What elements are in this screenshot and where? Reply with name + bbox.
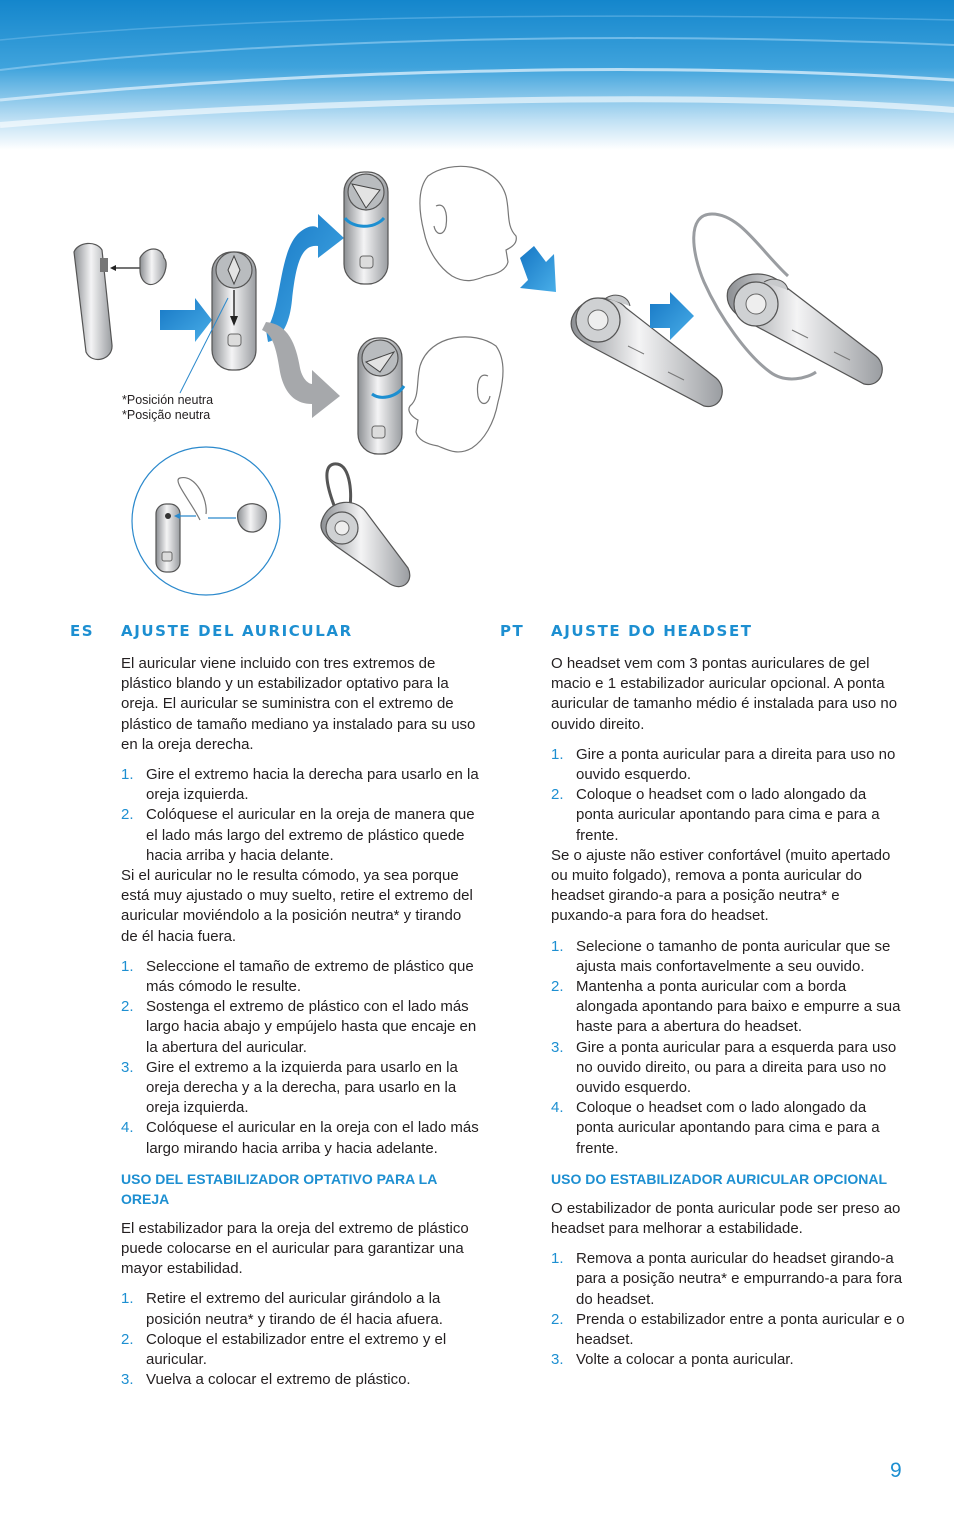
steps-list <box>121 1289 480 1390</box>
list-item <box>551 785 905 846</box>
list-item <box>551 1310 905 1350</box>
item-text: Colóquese el auricular en la oreja de manera que el lado más largo del extremo de plástico quede hacia arriba y hacia delante. <box>146 806 475 864</box>
steps-list <box>551 937 905 1159</box>
item-number: 1. <box>551 1250 564 1268</box>
item-text: Gire el extremo hacia la derecha para usarlo en la oreja izquierda. <box>146 766 479 804</box>
list-item <box>551 937 905 977</box>
steps-list <box>551 1249 905 1370</box>
item-number: 1. <box>121 1290 134 1308</box>
head-profile-right-ear <box>409 337 503 452</box>
item-text: Volte a colocar a ponta auricular. <box>576 1351 794 1369</box>
list-item <box>121 957 480 997</box>
item-number: 2. <box>551 1310 564 1328</box>
item-number: 2. <box>121 998 134 1016</box>
item-number: 1. <box>551 937 564 955</box>
list-item <box>551 1350 905 1370</box>
section-heading <box>500 622 905 648</box>
item-text: Coloque el estabilizador entre el extremo y el auricular. <box>146 1330 447 1369</box>
list-item <box>121 1289 480 1329</box>
item-text: Gire a ponta auricular para a direita para uso no ouvido esquerdo. <box>576 745 896 784</box>
header-banner <box>0 0 954 150</box>
headset-fitting-illustration <box>0 150 954 610</box>
curve-arrow-down-icon <box>262 322 340 418</box>
list-item <box>551 1249 905 1310</box>
item-text: Sostenga el extremo de plástico con el lado más largo hacia abajo y empújelo hasta que encaje en la abertura del auricular. <box>146 998 477 1056</box>
curve-arrow-up-icon <box>266 214 344 342</box>
headset-stabilizer-attached <box>321 464 410 587</box>
item-text: Vuelva a colocar el extremo de plástico. <box>146 1371 411 1389</box>
item-number: 1. <box>121 957 134 975</box>
subheading: USO DO ESTABILIZADOR AURICULAR OPCIONAL <box>551 1170 887 1187</box>
paragraph: Si el auricular no le resulta cómodo, ya sea porque está muy ajustado o muy suelto, retire el extremo del auricular moviéndolo a la posición neutra* y tirando de él hacia fuera. <box>121 867 473 945</box>
headset-neutral-position <box>212 252 256 370</box>
column-portuguese <box>500 622 905 1381</box>
headset-angled-view <box>571 295 722 406</box>
section-body <box>551 654 905 1371</box>
list-item <box>121 765 480 805</box>
list-item <box>121 997 480 1058</box>
list-item <box>121 1058 480 1119</box>
item-number: 1. <box>551 745 564 763</box>
steps-list <box>121 957 480 1159</box>
item-text: Retire el extremo del auricular girándolo a la posición neutra* y tirando de él hacia afuera. <box>146 1290 443 1328</box>
item-number: 2. <box>551 978 564 996</box>
list-item <box>121 805 480 866</box>
item-number: 2. <box>551 786 564 804</box>
paragraph: El estabilizador para la oreja del extremo de plástico puede colocarse en el auricular para garantizar una mayor estabilidad. <box>121 1219 469 1278</box>
intro-paragraph: O headset vem com 3 pontas auriculares de gel macio e 1 estabilizador auricular opcional. A ponta auricular de tamanho médio é instalada para uso no ouvido direito. <box>551 655 898 733</box>
paragraph: Se o ajuste não estiver confortável (muito apertado ou muito folgado), remova a ponta auricular do headset girando-a para a posição neutra* e puxando-a para fora do headset. <box>551 846 891 925</box>
head-profile-left-ear <box>420 166 516 280</box>
item-text: Colóquese el auricular en la oreja con el lado más largo mirando hacia arriba y hacia adelante. <box>146 1119 479 1157</box>
item-text: Selecione o tamanho de ponta auricular que se ajusta mais confortavelmente a seu ouvido. <box>576 937 891 975</box>
column-spanish <box>70 622 480 1401</box>
headset-side-view <box>74 243 112 359</box>
language-code: ES <box>70 622 95 640</box>
subheading: USO DEL ESTABILIZADOR OPTATIVO PARA LA OREJA <box>121 1170 437 1207</box>
item-number: 2. <box>121 806 134 824</box>
list-item <box>551 745 905 785</box>
headset-rotated-left <box>358 338 404 454</box>
headset-rotated-right <box>344 172 388 284</box>
list-item <box>551 977 905 1038</box>
list-item <box>121 1118 480 1158</box>
item-text: Remova a ponta auricular do headset girando-a para a posição neutra* e empurrando-a para fora do headset. <box>576 1250 903 1308</box>
item-number: 4. <box>121 1119 134 1137</box>
language-code: PT <box>500 622 525 640</box>
list-item <box>551 1038 905 1099</box>
list-item <box>121 1370 480 1390</box>
section-title: AJUSTE DEL AURICULAR <box>121 622 353 640</box>
item-text: Mantenha a ponta auricular com a borda alongada apontando para baixo e empurre a sua haste para a abertura do headset. <box>576 978 901 1036</box>
item-number: 3. <box>551 1038 564 1056</box>
section-body <box>121 654 480 1391</box>
paragraph: O estabilizador de ponta auricular pode ser preso ao headset para melhorar a estabilidade. <box>551 1199 901 1238</box>
steps-list <box>121 765 480 866</box>
item-number: 3. <box>121 1058 134 1076</box>
caption-es: *Posición neutra <box>122 393 214 407</box>
step-arrow-icon <box>160 298 212 342</box>
section-title: AJUSTE DO HEADSET <box>551 622 753 640</box>
headset-with-stabilizer <box>694 214 883 384</box>
item-text: Coloque o headset com o lado alongado da ponta auricular apontando para cima e para a frente. <box>576 1099 880 1157</box>
caption-pt: *Posição neutra <box>122 408 211 422</box>
item-number: 3. <box>551 1351 564 1369</box>
item-number: 2. <box>121 1330 134 1348</box>
item-text: Gire el extremo a la izquierda para usarlo en la oreja derecha y a la derecha, para usarlo en la oreja izquierda. <box>146 1058 458 1117</box>
item-text: Gire a ponta auricular para a esquerda para uso no ouvido direito, ou para a direita para uso no ouvido esquerdo. <box>576 1038 897 1097</box>
item-text: Coloque o headset com o lado alongado da ponta auricular apontando para cima e para a frente. <box>576 786 880 844</box>
list-item <box>551 1098 905 1159</box>
list-item <box>121 1330 480 1370</box>
section-heading <box>70 622 480 648</box>
item-number: 1. <box>121 766 134 784</box>
eartip-part <box>140 249 166 285</box>
item-text: Prenda o estabilizador entre a ponta auricular e o headset. <box>576 1310 905 1349</box>
page-number: 9 <box>890 1459 902 1482</box>
item-number: 4. <box>551 1099 564 1117</box>
stabilizer-detail-callout <box>132 447 280 595</box>
intro-paragraph: El auricular viene incluido con tres extremos de plástico blando y un estabilizador optativo para la oreja. El auricular se suministra con el extremo de plástico de tamaño mediano ya instalado para su uso en la oreja derecha. <box>121 655 476 753</box>
item-number: 3. <box>121 1371 134 1389</box>
steps-list <box>551 745 905 846</box>
neutral-position-caption <box>122 393 213 423</box>
item-text: Seleccione el tamaño de extremo de plástico que más cómodo le resulte. <box>146 957 474 996</box>
step-arrow-icon <box>520 246 556 292</box>
